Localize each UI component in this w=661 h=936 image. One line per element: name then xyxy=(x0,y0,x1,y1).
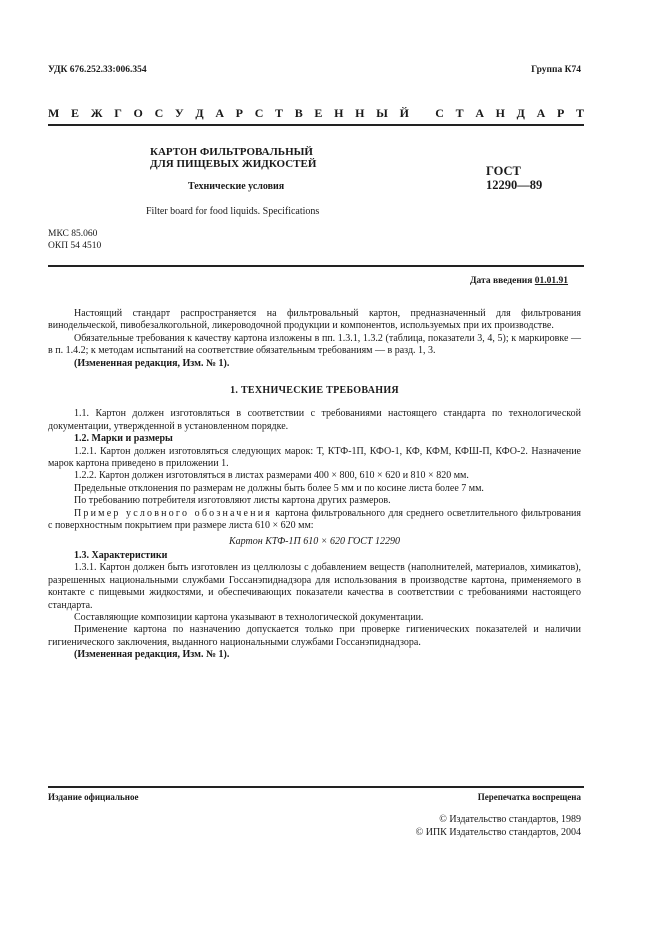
banner-letter: Н xyxy=(495,106,505,120)
mks-code: МКС 85.060 xyxy=(48,229,98,239)
banner-letter: С xyxy=(154,106,164,120)
paragraph-1-3-1: 1.3.1. Картон должен быть изготовлен из целлюлозы с добавлением веществ (наполнителей, материалов, химикатов), разрешенных национальными службами Госсанэпиднадзора для использования в производстве картона, применяемого в контакте с пищевыми жидкостями, и обеспечивающих показатели качества в соответствии с требованиями настоящего стандарта. xyxy=(48,562,581,611)
document-body xyxy=(48,308,581,662)
banner-letter: Т xyxy=(575,106,584,120)
banner-letter: С xyxy=(435,106,444,120)
classification-codes xyxy=(48,228,101,252)
date-label: Дата введения xyxy=(470,276,533,286)
date-value: 01.01.91 xyxy=(534,276,569,286)
gost-label: ГОСТ xyxy=(486,164,521,178)
document-title xyxy=(150,146,390,170)
banner-letter: А xyxy=(475,106,484,120)
banner-letter: А xyxy=(215,106,224,120)
copyright xyxy=(416,813,581,839)
gost-number xyxy=(486,164,542,192)
paragraph-1-1: 1.1. Картон должен изготовляться в соответствии с требованиями настоящего стандарта по технологической документации, утвержденной в установленном порядке. xyxy=(48,408,581,432)
banner-letter: Ы xyxy=(376,106,388,120)
banner-letter: Е xyxy=(71,106,80,120)
banner-letter: Н xyxy=(355,106,365,120)
heading-1-3: 1.3. Характеристики xyxy=(74,549,168,561)
heading-1-2: 1.2. Марки и размеры xyxy=(74,433,173,445)
paragraph-composition: Составляющие композиции картона указывают в технологической документации. xyxy=(74,611,424,623)
paragraph-1-2-1: 1.2.1. Картон должен изготовляться следующих марок: Т, КТФ-1П, КФО-1, КФ, КФМ, КФШ-П, КФО-2. Назначение марок картона приведено в приложении 1. xyxy=(48,445,581,470)
banner-letter: С xyxy=(254,106,264,120)
copyright-1989: © Издательство стандартов, 1989 xyxy=(439,814,581,825)
banner-letter: Р xyxy=(556,106,565,120)
banner-letter: Г xyxy=(114,106,122,120)
gost-code: 12290—89 xyxy=(486,178,543,192)
banner-letter: Д xyxy=(516,106,525,120)
banner-letter: Н xyxy=(334,106,344,120)
banner-letter: М xyxy=(48,106,60,120)
banner-letter: О xyxy=(133,106,143,120)
english-title: Filter board for food liquids. Specifications xyxy=(146,206,320,217)
official-edition: Издание официальное xyxy=(48,792,139,802)
title-line-2: ДЛЯ ПИЩЕВЫХ ЖИДКОСТЕЙ xyxy=(150,158,317,170)
banner-letter: Ж xyxy=(90,106,103,120)
paragraph-example xyxy=(48,508,581,533)
standard-banner xyxy=(48,106,584,121)
banner-letter: У xyxy=(174,106,184,120)
example-designation: Картон КТФ-1П 610 × 620 ГОСТ 12290 xyxy=(229,535,400,547)
banner-letter: А xyxy=(536,106,546,120)
effective-date xyxy=(470,276,568,286)
paragraph-mandatory: Обязательные требования к качеству картона изложены в пп. 1.3.1, 1.3.2 (таблица, показатели 3, 4, 5); к маркировке — в п. 1.4.2; к методам испытаний на соответствие обязательным требованиям — в разд. 1, 3. xyxy=(48,332,581,357)
footer-rule xyxy=(48,786,584,788)
okp-code: ОКП 54 4510 xyxy=(48,241,102,251)
title-rule xyxy=(48,265,584,267)
paragraph-deviations: Предельные отклонения по размерам не должны быть более 5 мм и по косине листа более 7 мм. xyxy=(74,482,484,494)
paragraph-1-2-2: 1.2.2. Картон должен изготовляться в листах размерами 400 × 800, 610 × 620 и 810 × 820 мм. xyxy=(74,470,469,482)
section-heading: 1. ТЕХНИЧЕСКИЕ ТРЕБОВАНИЯ xyxy=(230,385,399,397)
document-subtitle: Технические условия xyxy=(188,181,285,192)
banner-letter: Р xyxy=(235,106,244,120)
paragraph-amendment-1: (Измененная редакция, Изм. № 1). xyxy=(74,357,230,369)
banner-letter: Т xyxy=(455,106,464,120)
copyright-2004: © ИПК Издательство стандартов, 2004 xyxy=(415,827,581,838)
group-code: Группа К74 xyxy=(531,65,581,75)
banner-letter: В xyxy=(294,106,303,120)
example-spaced-label: Пример условного обозначения xyxy=(74,507,273,519)
example-text: картона фильтровального для среднего осветлительного фильтрования с поверхностным покрытием при размере листа 610 × 620 мм: xyxy=(48,507,581,532)
banner-letter xyxy=(421,106,424,121)
banner-letter: Т xyxy=(275,106,284,120)
paragraph-scope: Настоящий стандарт распространяется на фильтровальный картон, предназначенный для фильтрования винодельческой, пивобезалкогольной, ликероводочной продукции и компонентов, используемых при их производстве. xyxy=(48,308,581,332)
banner-letter: Д xyxy=(195,106,204,120)
paragraph-amendment-2: (Измененная редакция, Изм. № 1). xyxy=(74,649,230,661)
reprint-prohibited: Перепечатка воспрещена xyxy=(477,792,581,802)
udk-code: УДК 676.252.33:006.354 xyxy=(48,65,147,75)
banner-letter: Й xyxy=(399,106,409,120)
banner-letter: Е xyxy=(314,106,323,120)
title-line-1: КАРТОН ФИЛЬТРОВАЛЬНЫЙ xyxy=(150,146,313,158)
banner-rule xyxy=(48,124,584,126)
paragraph-other-sizes: По требованию потребителя изготовляют листы картона других размеров. xyxy=(74,495,391,507)
paragraph-hygiene: Применение картона по назначению допускается только при проверке гигиенических показателей и наличии гигиенического заключения, выданного национальными службами Госсанэпиднадзора. xyxy=(48,624,581,648)
